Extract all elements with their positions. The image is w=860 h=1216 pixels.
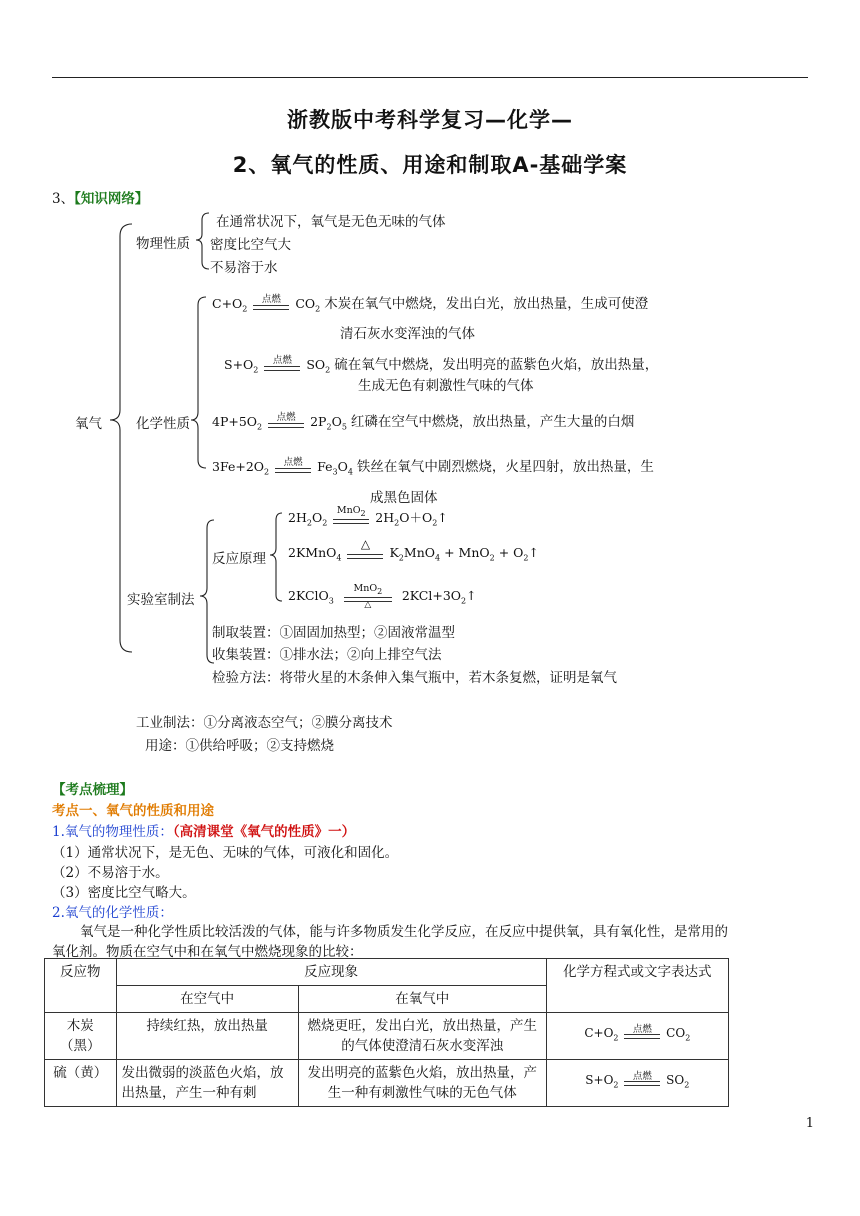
section-heading: 3、【知识网络】 (52, 191, 149, 207)
lab-test: 检验方法：将带火星的木条伸入集气瓶中，若木条复燃，证明是氧气 (212, 670, 617, 686)
cell-oxygen: 发出明亮的蓝紫色火焰，放出热量，产生一种有刺激性气味的无色气体 (298, 1060, 546, 1107)
tree-root: 氧气 (75, 416, 102, 432)
point-1-title: 考点一、氧气的性质和用途 (52, 803, 214, 819)
chemical-label: 化学性质 (136, 416, 190, 432)
combustion-comparison-table (44, 958, 729, 1107)
reaction-phosphorus: $4P+5O_2$ 点燃 $2P_2O_5$ 红磷在空气中燃烧，放出热量，产生大量的白烟 (212, 412, 635, 432)
th-air: 在空气中 (116, 986, 298, 1013)
reaction-iron: $3Fe+2O_2$ 点燃 $Fe_3O_4$ 铁丝在氧气中剧烈燃烧，火星四射，放出热量，生 (212, 457, 654, 477)
cell-equation: $S+O_2$ 点燃 $SO_2$ (546, 1060, 728, 1107)
lab-label: 实验室制法 (127, 592, 195, 608)
reaction-carbon: $C+O_2$ 点燃 $CO_2$ 木炭在氧气中燃烧，发出白光，放出热量，生成可使澄 (212, 294, 649, 314)
th-equation: 化学方程式或文字表达式 (546, 959, 728, 1013)
cell-air: 发出微弱的淡蓝色火焰，放出热量，产生一种有刺 (116, 1060, 298, 1107)
physical-item: 密度比空气大 (210, 237, 291, 253)
physical-label: 物理性质 (136, 236, 190, 252)
usage: 用途：①供给呼吸；②支持燃烧 (145, 738, 334, 754)
reaction-sulfur: $S+O_2$ 点燃 $SO_2$ 硫在氧气中燃烧，发出明亮的蓝紫色火焰，放出热量， (224, 355, 659, 375)
physical-item: 在通常状况下，氧气是无色无味的气体 (216, 214, 446, 230)
review-header: 【考点梳理】 (52, 782, 133, 798)
phys-line: （3）密度比空气略大。 (52, 885, 196, 901)
th-oxygen: 在氧气中 (298, 986, 546, 1013)
physical-props-heading: 1.氧气的物理性质：（高清课堂《氧气的性质》一） (52, 824, 356, 840)
physical-item: 不易溶于水 (210, 260, 278, 276)
reaction-carbon-desc: 清石灰水变浑浊的气体 (340, 326, 475, 342)
reaction-sulfur-desc: 生成无色有刺激性气味的气体 (358, 378, 534, 394)
cell-reactant: 木炭（黑） (45, 1013, 117, 1060)
th-phenomenon: 反应现象 (116, 959, 546, 986)
lab-eq-kmno4: 2KMnO$_4$ △ $K_2MnO_4 + MnO_2$ + $O_2↑$ (288, 537, 539, 563)
lab-eq-h2o2: $2H_2O_2$ MnO$_2$ $2H_2O+O_2↑$ (288, 505, 448, 528)
reaction-iron-desc: 成黑色固体 (370, 490, 438, 506)
chemical-props-heading: 2.氧气的化学性质： (52, 905, 173, 921)
cell-reactant: 硫（黄） (45, 1060, 117, 1107)
cell-air: 持续红热，放出热量 (116, 1013, 298, 1060)
cell-equation: $C+O_2$ 点燃 $CO_2$ (546, 1013, 728, 1060)
table-row (45, 1060, 729, 1107)
principle-label: 反应原理 (212, 551, 266, 567)
th-reactant: 反应物 (45, 959, 117, 1013)
doc-subtitle: 2、氧气的性质、用途和制取A-基础学案 (232, 153, 628, 177)
paragraph-line: 氧化剂。物质在空气中和在氧气中燃烧现象的比较： (52, 944, 363, 960)
phys-line: （2）不易溶于水。 (52, 865, 169, 881)
paragraph-line: 氧气是一种化学性质比较活泼的气体，能与许多物质发生化学反应，在反应中提供氧，具有氧化性，是常用的 (80, 924, 728, 940)
doc-title: 浙教版中考科学复习—化学— (287, 108, 573, 132)
table-row (45, 1013, 729, 1060)
lab-eq-kclo3: 2KClO$_3$ MnO$_2$ △ $2KCl+3O_2↑$ (288, 583, 477, 610)
page-number: 1 (805, 1116, 814, 1131)
lab-collect: 收集装置：①排水法；②向上排空气法 (212, 647, 442, 663)
phys-line: （1）通常状况下，是无色、无味的气体，可液化和固化。 (52, 845, 399, 861)
cell-oxygen: 燃烧更旺，发出白光，放出热量，产生的气体使澄清石灰水变浑浊 (298, 1013, 546, 1060)
industrial-method: 工业制法：①分离液态空气；②膜分离技术 (136, 715, 393, 731)
lab-device: 制取装置：①固固加热型；②固液常温型 (212, 625, 455, 641)
